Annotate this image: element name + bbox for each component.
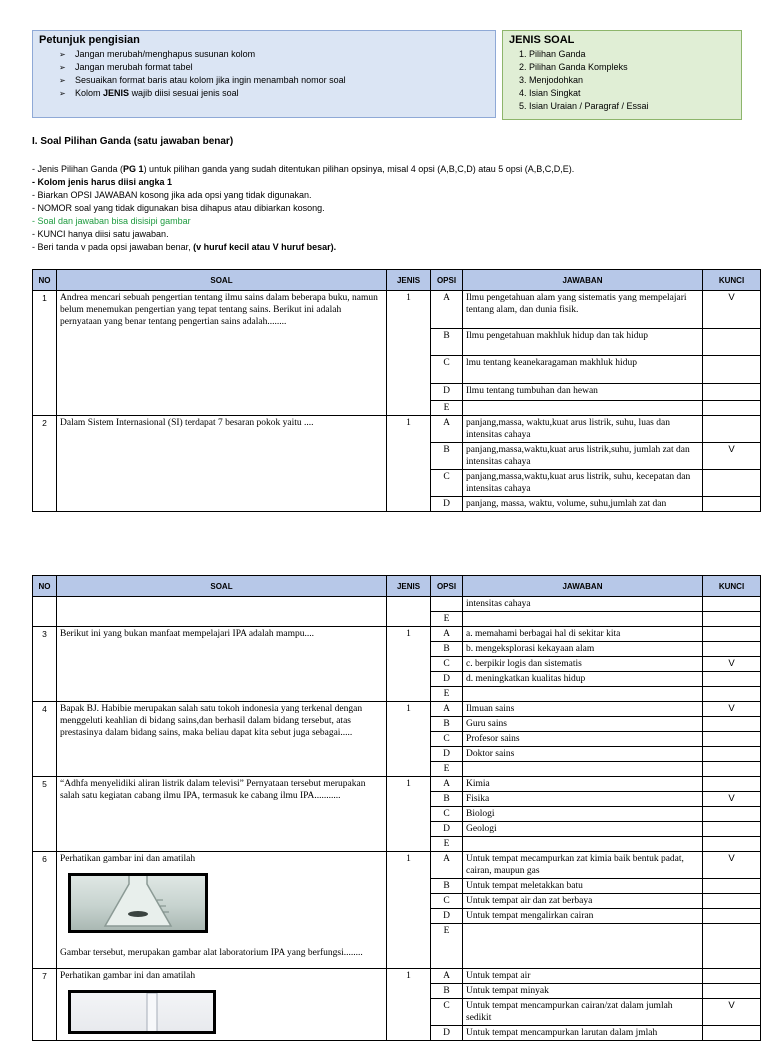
header-no: NO [33, 270, 57, 291]
jenis-soal-item: 3. Menjodohkan [519, 75, 584, 85]
answer-cell[interactable]: Fisika [463, 792, 703, 807]
test-tube-icon [71, 993, 213, 1031]
question-type[interactable] [387, 597, 431, 627]
note-line: - Biarkan OPSI JAWABAN kosong jika ada opsi yang tidak digunakan. [32, 190, 312, 200]
key-cell[interactable] [703, 470, 761, 497]
answer-cell[interactable] [463, 762, 703, 777]
answer-cell[interactable]: Untuk tempat meletakkan batu [463, 879, 703, 894]
option-letter: B [431, 879, 463, 894]
question-number [33, 597, 57, 627]
option-letter: B [431, 984, 463, 999]
option-letter: E [431, 612, 463, 627]
key-cell[interactable]: V [703, 999, 761, 1026]
option-letter: E [431, 401, 463, 416]
question-text[interactable] [57, 969, 387, 1041]
key-cell[interactable] [703, 894, 761, 909]
question-number: 4 [33, 702, 57, 777]
option-letter: B [431, 329, 463, 356]
table-row [33, 852, 761, 879]
note-line: - Soal dan jawaban bisa disisipi gambar [32, 216, 191, 226]
answer-cell[interactable]: panjang,massa, waktu,kuat arus listrik, suhu, luas dan intensitas cahaya [463, 416, 703, 443]
key-cell[interactable] [703, 642, 761, 657]
option-letter: C [431, 356, 463, 384]
table-header [33, 576, 761, 597]
key-cell[interactable] [703, 747, 761, 762]
header-kunci: KUNCI [703, 270, 761, 291]
key-cell[interactable] [703, 497, 761, 512]
jenis-soal-box [502, 30, 742, 120]
answer-cell[interactable]: panjang, massa, waktu, volume, suhu,jumlah zat dan [463, 497, 703, 512]
key-cell[interactable] [703, 984, 761, 999]
table-row [33, 627, 761, 642]
table-row [33, 597, 761, 612]
answer-cell[interactable]: a. memahami berbagai hal di sekitar kita [463, 627, 703, 642]
answer-cell[interactable]: lmu tentang keanekaragaman makhluk hidup [463, 356, 703, 384]
jenis-soal-item: 1. Pilihan Ganda [519, 49, 586, 59]
instructions-box [32, 30, 496, 118]
question-text-line: Perhatikan gambar ini dan amatilah [60, 854, 196, 864]
question-table [32, 575, 761, 1041]
jenis-soal-item: 4. Isian Singkat [519, 88, 581, 98]
question-number: 5 [33, 777, 57, 852]
answer-cell[interactable]: Ilmu tentang tumbuhan dan hewan [463, 384, 703, 401]
key-cell[interactable] [703, 329, 761, 356]
answer-cell[interactable]: Ilmu pengetahuan makhluk hidup dan tak hidup [463, 329, 703, 356]
key-cell[interactable] [703, 822, 761, 837]
option-letter: E [431, 762, 463, 777]
answer-cell[interactable] [463, 837, 703, 852]
key-cell[interactable] [703, 732, 761, 747]
header-no: NO [33, 576, 57, 597]
header-soal: SOAL [57, 576, 387, 597]
option-letter: D [431, 672, 463, 687]
key-cell[interactable] [703, 879, 761, 894]
header-jawaban: JAWABAN [463, 270, 703, 291]
question-type[interactable]: 1 [387, 777, 431, 852]
question-text[interactable]: Andrea mencari sebuah pengertian tentang ilmu sains dalam beberapa buku, namun belum menemukan pengertian yang tepat tentang sains. Berikut ini adalah pernyataan yang benar tentang pengertian sains adalah........ [57, 291, 387, 416]
note-line: - Kolom jenis harus diisi angka 1 [32, 177, 173, 187]
key-cell[interactable] [703, 687, 761, 702]
answer-cell[interactable] [463, 612, 703, 627]
key-cell[interactable] [703, 597, 761, 612]
option-letter: A [431, 416, 463, 443]
table-row [33, 969, 761, 984]
option-letter: D [431, 747, 463, 762]
question-table [32, 269, 761, 512]
answer-cell[interactable]: Ilmuan sains [463, 702, 703, 717]
answer-cell[interactable]: panjang,massa,waktu,kuat arus listrik,suhu, jumlah zat dan intensitas cahaya [463, 443, 703, 470]
option-letter: B [431, 443, 463, 470]
option-letter: C [431, 894, 463, 909]
header-soal: SOAL [57, 270, 387, 291]
question-text[interactable]: Dalam Sistem Internasional (SI) terdapat 7 besaran pokok yaitu .... [57, 416, 387, 512]
jenis-soal-title: JENIS SOAL [509, 34, 575, 46]
question-text-line: Gambar tersebut, merupakan gambar alat laboratorium IPA yang berfungsi........ [60, 948, 363, 958]
option-letter: B [431, 792, 463, 807]
answer-cell[interactable]: Untuk tempat minyak [463, 984, 703, 999]
answer-cell[interactable]: Untuk tempat air dan zat berbaya [463, 894, 703, 909]
option-letter: C [431, 470, 463, 497]
option-letter: A [431, 777, 463, 792]
question-type[interactable]: 1 [387, 969, 431, 1041]
answer-cell[interactable] [463, 924, 703, 969]
question-number: 6 [33, 852, 57, 969]
option-letter: C [431, 732, 463, 747]
header-kunci: KUNCI [703, 576, 761, 597]
key-cell[interactable] [703, 777, 761, 792]
notes [32, 163, 574, 254]
option-letter: C [431, 807, 463, 822]
key-cell[interactable]: V [703, 852, 761, 879]
key-cell[interactable] [703, 762, 761, 777]
header-opsi: OPSI [431, 576, 463, 597]
arrow-bullet-icon: ➢ [59, 63, 66, 72]
key-cell[interactable]: V [703, 443, 761, 470]
question-text[interactable]: Bapak BJ. Habibie merupakan salah satu tokoh indonesia yang terkenal dengan menggeluti keahlian di bidang sains,dan berhasil dalam bidang tersebut, atas prestasinya dalam bidang sains, maka beliau dapat kita sebut juga sebagai..... [57, 702, 387, 777]
answer-cell[interactable]: Geologi [463, 822, 703, 837]
key-cell[interactable] [703, 1026, 761, 1041]
answer-cell[interactable]: Biologi [463, 807, 703, 822]
table-row [33, 702, 761, 717]
key-cell[interactable] [703, 717, 761, 732]
header-jenis: JENIS [387, 270, 431, 291]
flask-image [68, 873, 208, 933]
answer-cell[interactable]: Untuk tempat mecampurkan zat kimia baik bentuk padat, cairan, maupun gas [463, 852, 703, 879]
question-number: 1 [33, 291, 57, 416]
key-cell[interactable] [703, 416, 761, 443]
answer-cell[interactable]: b. mengeksplorasi kekayaan alam [463, 642, 703, 657]
arrow-bullet-icon: ➢ [59, 76, 66, 85]
key-cell[interactable]: V [703, 657, 761, 672]
key-cell[interactable] [703, 612, 761, 627]
option-letter: E [431, 837, 463, 852]
note-line: - Jenis Pilihan Ganda (PG 1) untuk pilihan ganda yang sudah ditentukan pilihan opsinya, misal 4 opsi (A,B,C,D) atau 5 opsi (A,B,C,D,E). [32, 164, 575, 174]
answer-cell[interactable]: Untuk tempat air [463, 969, 703, 984]
key-cell[interactable] [703, 627, 761, 642]
key-cell[interactable] [703, 969, 761, 984]
question-type[interactable]: 1 [387, 416, 431, 512]
question-type[interactable]: 1 [387, 702, 431, 777]
key-cell[interactable] [703, 672, 761, 687]
instruction-item: ➢ Sesuaikan format baris atau kolom jika ingin menambah nomor soal [59, 75, 346, 85]
answer-cell[interactable]: Guru sains [463, 717, 703, 732]
answer-cell[interactable]: c. berpikir logis dan sistematis [463, 657, 703, 672]
option-letter [431, 597, 463, 612]
note-line: - NOMOR soal yang tidak digunakan bisa dihapus atau dibiarkan kosong. [32, 203, 325, 213]
option-letter: C [431, 657, 463, 672]
question-text[interactable] [57, 597, 387, 627]
option-letter: A [431, 852, 463, 879]
key-cell[interactable] [703, 837, 761, 852]
answer-cell[interactable]: Kimia [463, 777, 703, 792]
answer-cell[interactable]: Ilmu pengetahuan alam yang sistematis yang mempelajari tentang alam, dan dunia fisik. [463, 291, 703, 329]
option-letter: E [431, 687, 463, 702]
question-type[interactable]: 1 [387, 852, 431, 969]
instruction-item: ➢ Jangan merubah/menghapus susunan kolom [59, 49, 256, 59]
key-cell[interactable] [703, 401, 761, 416]
answer-cell[interactable] [463, 687, 703, 702]
erlenmeyer-flask-icon [71, 876, 205, 930]
key-cell[interactable] [703, 924, 761, 969]
key-cell[interactable]: V [703, 291, 761, 329]
table-row [33, 777, 761, 792]
key-cell[interactable] [703, 909, 761, 924]
test-tube-image [68, 990, 216, 1034]
arrow-bullet-icon: ➢ [59, 89, 66, 98]
answer-cell[interactable]: intensitas cahaya [463, 597, 703, 612]
header-jawaban: JAWABAN [463, 576, 703, 597]
answer-cell[interactable]: Untuk tempat mengalirkan cairan [463, 909, 703, 924]
answer-cell[interactable] [463, 401, 703, 416]
key-cell[interactable] [703, 384, 761, 401]
key-cell[interactable]: V [703, 702, 761, 717]
question-number: 3 [33, 627, 57, 702]
key-cell[interactable]: V [703, 792, 761, 807]
key-cell[interactable] [703, 356, 761, 384]
jenis-soal-item: 5. Isian Uraian / Paragraf / Essai [519, 101, 649, 111]
question-text[interactable] [57, 852, 387, 969]
option-letter: D [431, 497, 463, 512]
key-cell[interactable] [703, 807, 761, 822]
answer-cell[interactable]: Profesor sains [463, 732, 703, 747]
note-line: - KUNCI hanya diisi satu jawaban. [32, 229, 169, 239]
option-letter: D [431, 1026, 463, 1041]
instruction-item: ➢ Jangan merubah format tabel [59, 62, 193, 72]
option-letter: D [431, 822, 463, 837]
instruction-item: ➢ Kolom JENIS wajib diisi sesuai jenis soal [59, 88, 239, 98]
option-letter: D [431, 909, 463, 924]
answer-cell[interactable]: panjang,massa,waktu,kuat arus listrik, suhu, kecepatan dan intensitas cahaya [463, 470, 703, 497]
option-letter: A [431, 291, 463, 329]
question-text[interactable]: Berikut ini yang bukan manfaat mempelajari IPA adalah mampu.... [57, 627, 387, 702]
option-letter: E [431, 924, 463, 969]
answer-cell[interactable]: Untuk tempat mencampurkan cairan/zat dalam jumlah sedikit [463, 999, 703, 1026]
arrow-bullet-icon: ➢ [59, 50, 66, 59]
table-row [33, 291, 761, 329]
instructions-title: Petunjuk pengisian [39, 34, 140, 46]
answer-cell[interactable]: d. meningkatkan kualitas hidup [463, 672, 703, 687]
question-number: 7 [33, 969, 57, 1041]
jenis-soal-item: 2. Pilihan Ganda Kompleks [519, 62, 628, 72]
option-letter: A [431, 627, 463, 642]
option-letter: B [431, 717, 463, 732]
header-jenis: JENIS [387, 576, 431, 597]
question-text[interactable]: “Adhfa menyelidiki aliran listrik dalam televisi” Pernyataan tersebut merupakan salah satu kegiatan cabang ilmu IPA, termasuk ke cabang ilmu IPA........... [57, 777, 387, 852]
option-letter: D [431, 384, 463, 401]
question-type[interactable]: 1 [387, 291, 431, 416]
note-line: - Beri tanda v pada opsi jawaban benar, (v huruf kecil atau V huruf besar). [32, 242, 337, 252]
question-text-line: Perhatikan gambar ini dan amatilah [60, 971, 196, 981]
answer-cell[interactable]: Untuk tempat mencampurkan larutan dalam jmlah [463, 1026, 703, 1041]
answer-cell[interactable]: Doktor sains [463, 747, 703, 762]
question-number: 2 [33, 416, 57, 512]
header-opsi: OPSI [431, 270, 463, 291]
option-letter: C [431, 999, 463, 1026]
option-letter: B [431, 642, 463, 657]
section-title: I. Soal Pilihan Ganda (satu jawaban benar) [32, 136, 234, 147]
table-header [33, 270, 761, 291]
option-letter: A [431, 702, 463, 717]
option-letter: A [431, 969, 463, 984]
table-row [33, 416, 761, 443]
question-type[interactable]: 1 [387, 627, 431, 702]
